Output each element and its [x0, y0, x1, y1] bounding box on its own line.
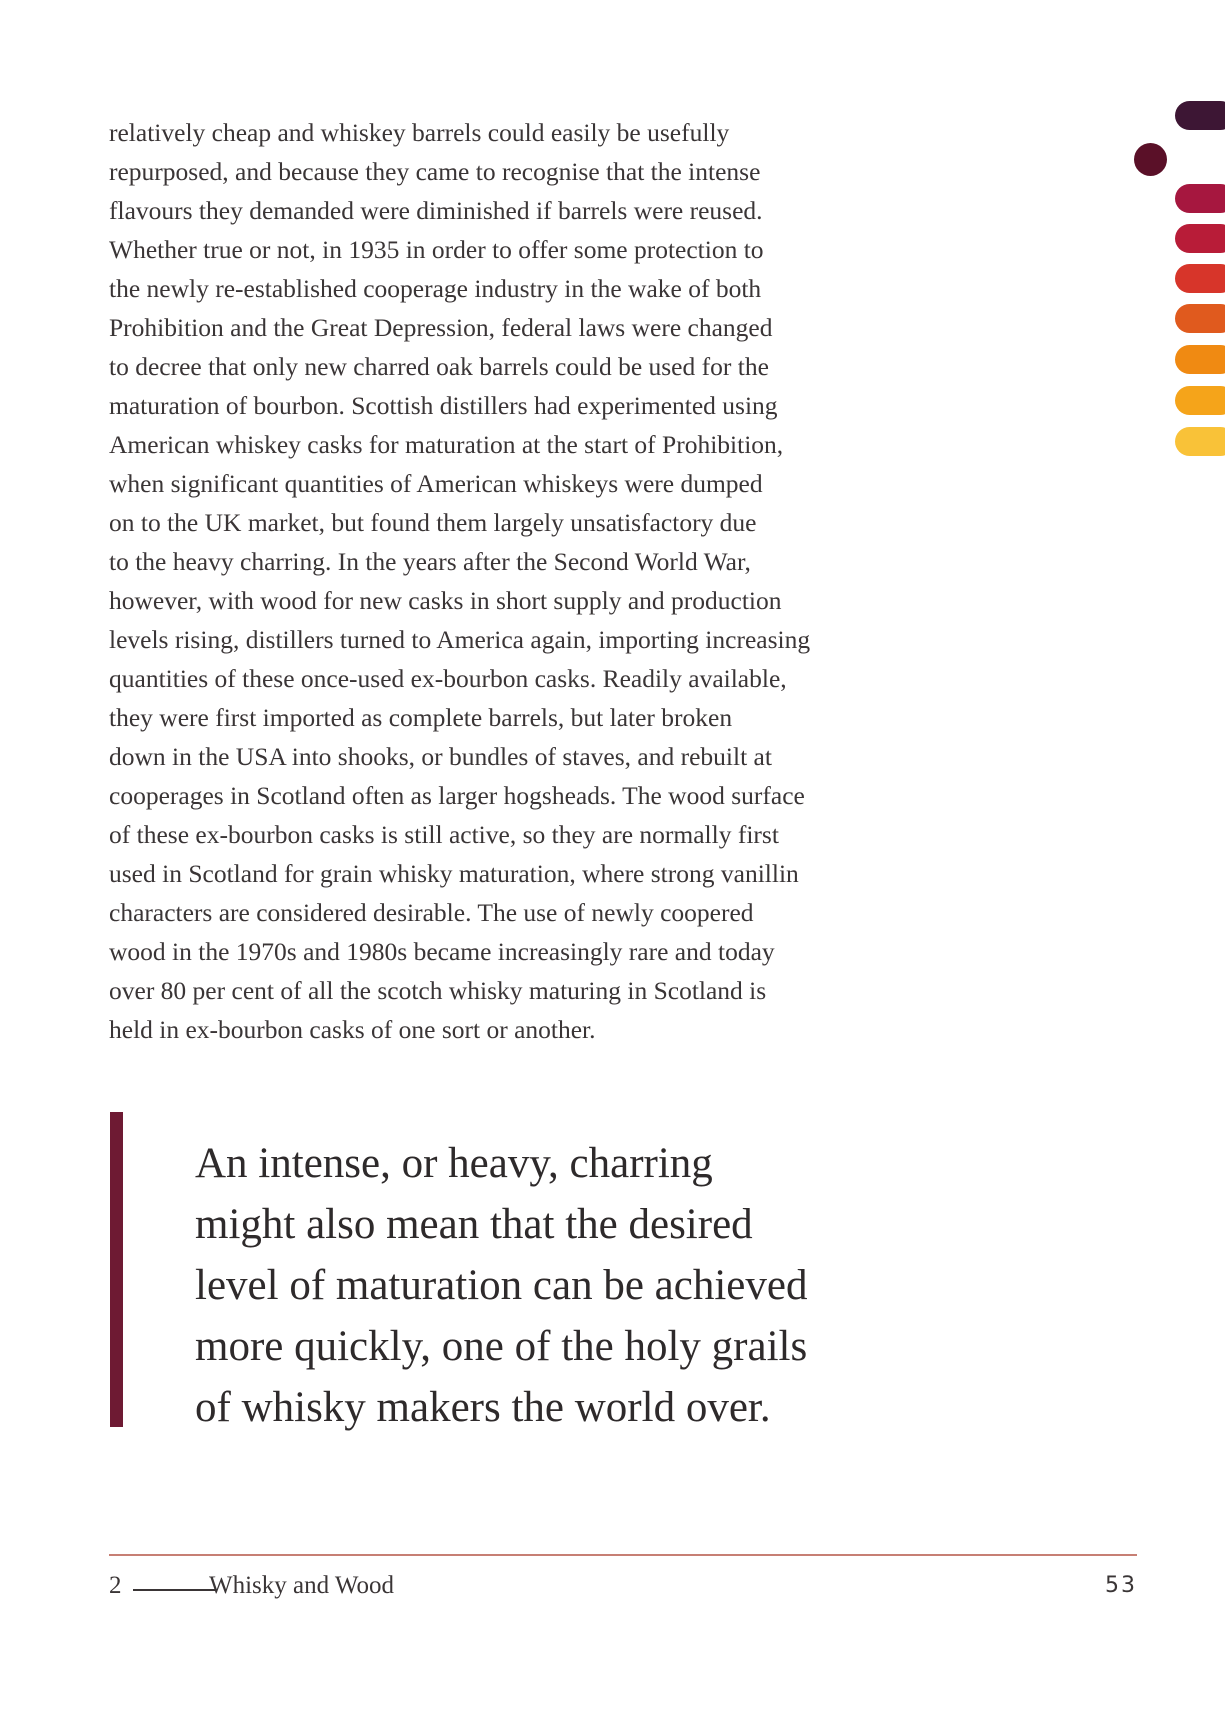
body-line: levels rising, distillers turned to America again, importing increasing [109, 625, 811, 654]
color-tab [1175, 264, 1225, 293]
pull-quote-line: of whisky makers the world over. [195, 1384, 771, 1431]
chapter-number: 2 [109, 1572, 122, 1599]
pull-quote [195, 1133, 955, 1438]
body-line: wood in the 1970s and 1980s became increasingly rare and today [109, 937, 775, 966]
pull-quote-line: more quickly, one of the holy grails [195, 1323, 808, 1370]
body-line: Whether true or not, in 1935 in order to offer some protection to [109, 235, 764, 264]
color-tab [1175, 304, 1225, 333]
body-line: used in Scotland for grain whisky maturation, where strong vanillin [109, 859, 799, 888]
body-line: to decree that only new charred oak barrels could be used for the [109, 352, 769, 381]
pull-quote-line: level of maturation can be achieved [195, 1262, 808, 1309]
color-tab [1175, 101, 1225, 130]
body-line: down in the USA into shooks, or bundles of staves, and rebuilt at [109, 742, 772, 771]
body-line: they were first imported as complete barrels, but later broken [109, 703, 733, 732]
pull-quote-line: An intense, or heavy, charring [195, 1140, 713, 1187]
color-tab [1175, 427, 1225, 456]
body-line: maturation of bourbon. Scottish distillers had experimented using [109, 391, 778, 420]
footer-rule [109, 1554, 1137, 1556]
chapter-title: Whisky and Wood [209, 1572, 395, 1599]
body-line: quantities of these once-used ex-bourbon casks. Readily available, [109, 664, 787, 693]
pull-quote-line: might also mean that the desired [195, 1201, 753, 1248]
body-line: held in ex-bourbon casks of one sort or another. [109, 1015, 596, 1044]
body-line: the newly re-established cooperage industry in the wake of both [109, 274, 762, 303]
color-dot [1134, 143, 1167, 176]
page-number: 53 [1105, 1573, 1137, 1598]
body-line: when significant quantities of American whiskeys were dumped [109, 469, 763, 498]
body-line: American whiskey casks for maturation at the start of Prohibition, [109, 430, 784, 459]
color-tabs [0, 0, 1225, 500]
color-tab [1175, 345, 1225, 374]
body-line: cooperages in Scotland often as larger hogsheads. The wood surface [109, 781, 805, 810]
color-tab [1175, 386, 1225, 415]
body-line: over 80 per cent of all the scotch whisky maturing in Scotland is [109, 976, 767, 1005]
body-line: however, with wood for new casks in short supply and production [109, 586, 782, 615]
body-line: characters are considered desirable. The use of newly coopered [109, 898, 754, 927]
body-line: flavours they demanded were diminished if barrels were reused. [109, 196, 763, 225]
body-line: on to the UK market, but found them largely unsatisfactory due [109, 508, 757, 537]
body-line: to the heavy charring. In the years after the Second World War, [109, 547, 751, 576]
body-line: Prohibition and the Great Depression, federal laws were changed [109, 313, 773, 342]
body-line: of these ex-bourbon casks is still active, so they are normally first [109, 820, 779, 849]
color-tab [1175, 184, 1225, 213]
body-line: relatively cheap and whiskey barrels could easily be usefully [109, 118, 730, 147]
body-line: repurposed, and because they came to recognise that the intense [109, 157, 761, 186]
footer [109, 1572, 1137, 1608]
chapter-dash [133, 1589, 215, 1591]
pull-quote-bar [110, 1112, 123, 1427]
color-tab [1175, 224, 1225, 253]
